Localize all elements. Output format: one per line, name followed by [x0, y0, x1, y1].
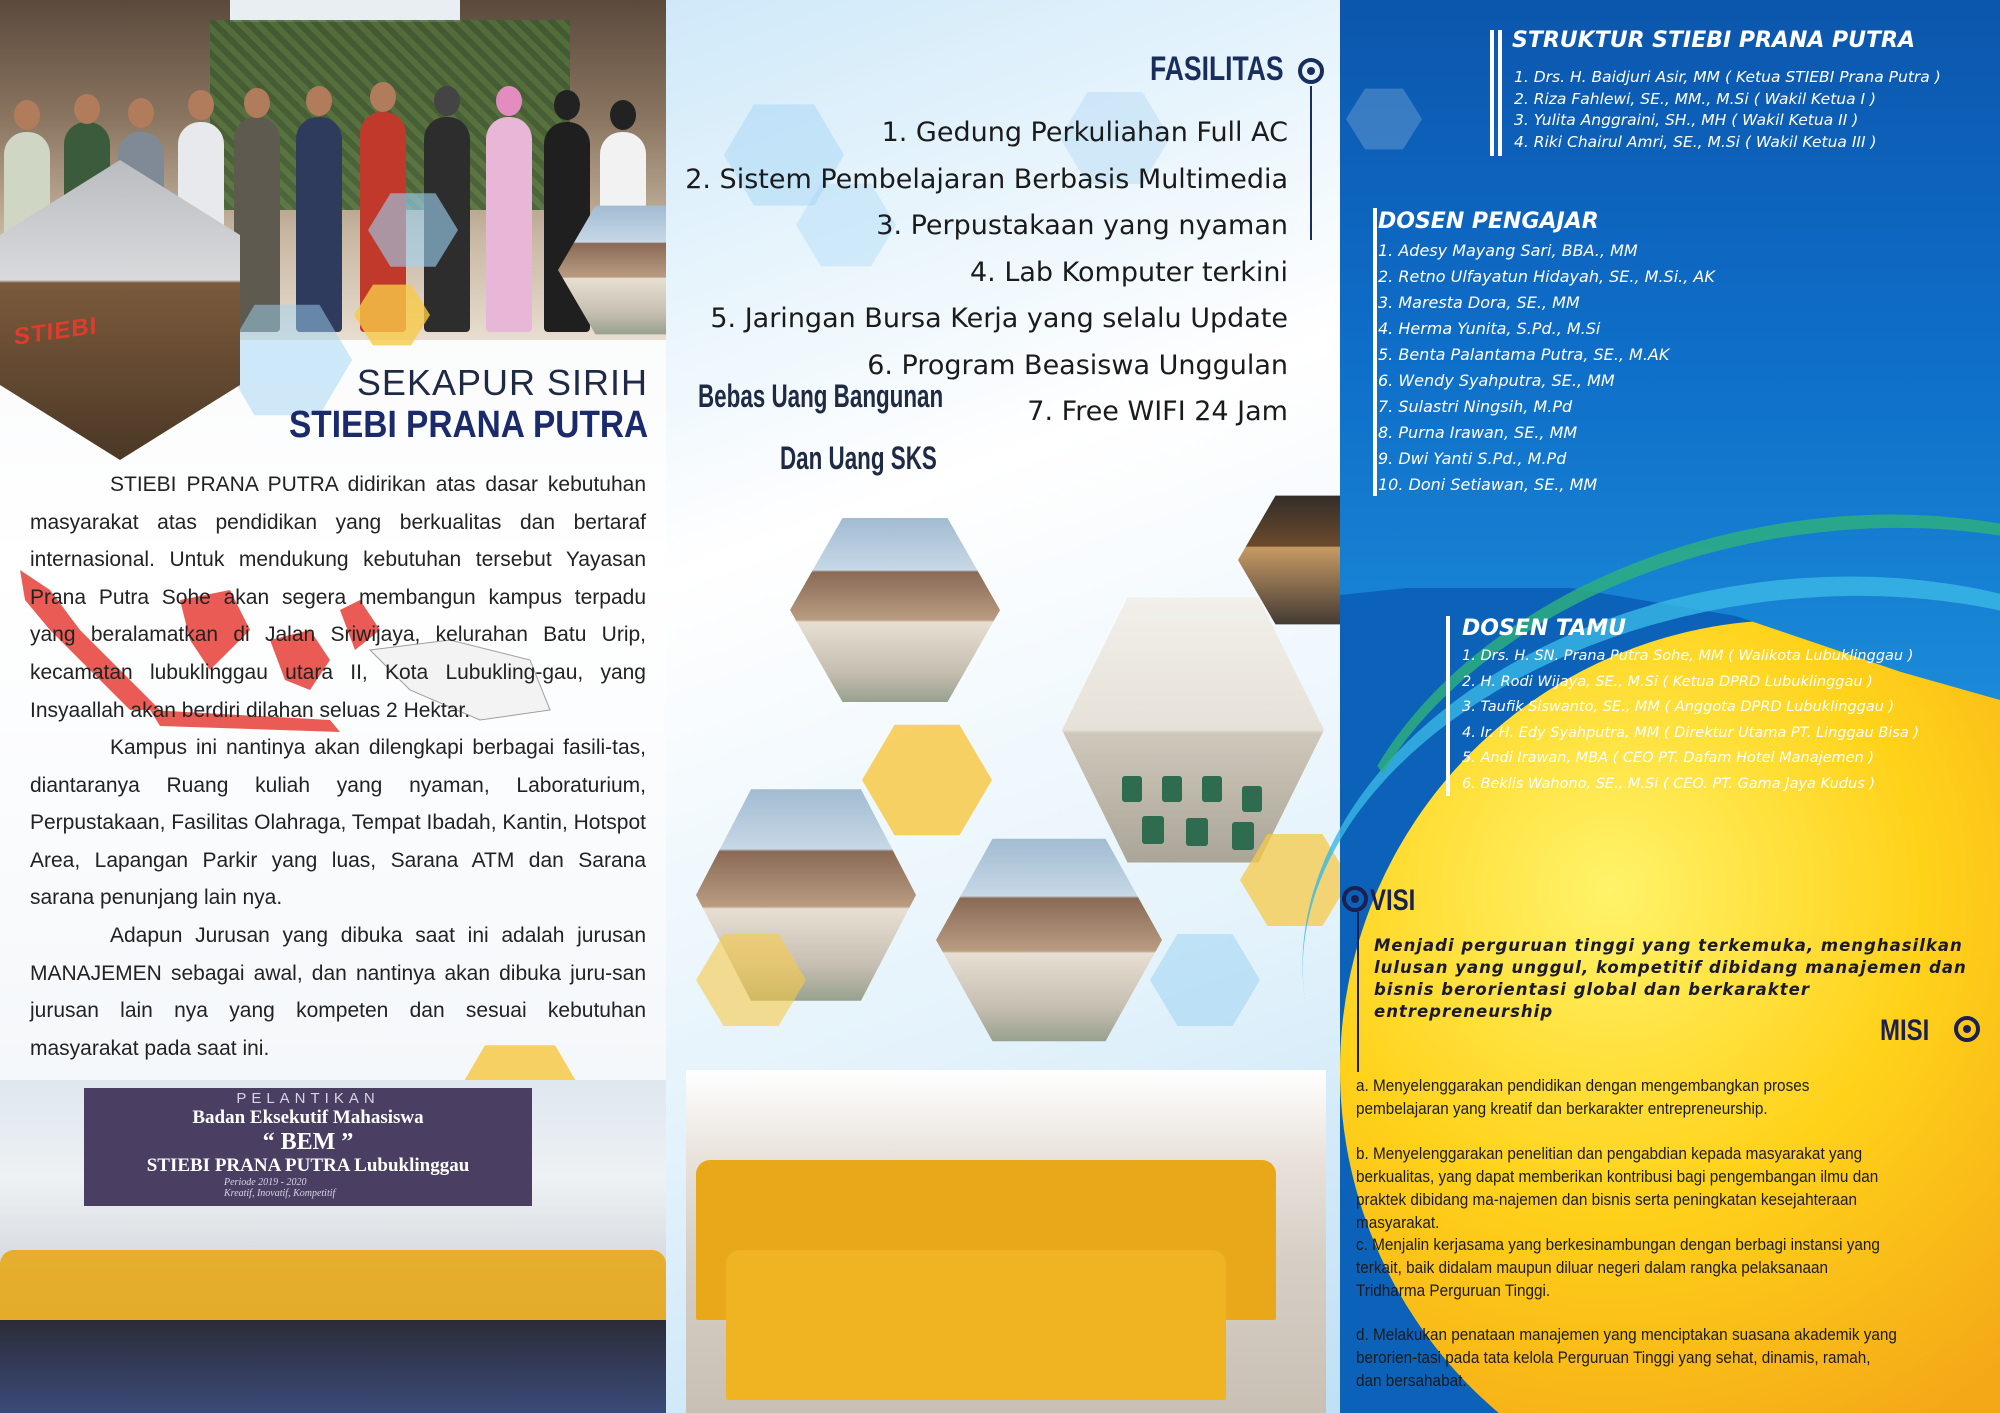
fasilitas-item: 5. Jaringan Bursa Kerja yang selalu Update: [710, 303, 1288, 334]
dosen-bar: [1373, 208, 1377, 496]
dosen-item: 1. Adesy Mayang Sari, BBA., MM: [1378, 241, 1638, 260]
fasilitas-item: 7. Free WIFI 24 Jam: [1027, 396, 1288, 427]
bem-banner: [84, 1088, 532, 1206]
dosen-item: 8. Purna Irawan, SE., MM: [1378, 423, 1578, 442]
paragraph-intro: [30, 466, 646, 729]
bem-banner-line3: “ BEM ”: [262, 1129, 354, 1155]
photo-banner: [230, 0, 460, 22]
photo-head: [554, 90, 580, 120]
classroom-chair: [1122, 776, 1142, 802]
photo-head: [434, 86, 460, 116]
photo-head: [610, 100, 636, 130]
decor-hexagon: [1150, 930, 1260, 1030]
stiebi-sign: STIEBI: [14, 312, 98, 351]
tamu-item: 5. Andi Irawan, MBA ( CEO PT. Dafam Hotel Manajemen ): [1462, 750, 1875, 766]
tamu-bar: [1446, 616, 1450, 796]
promo-line-1: Bebas Uang Bangunan: [698, 378, 944, 414]
struktur-title: STRUKTUR STIEBI PRANA PUTRA: [1512, 28, 1916, 53]
struktur-bar: [1490, 30, 1494, 156]
dosen-list: [1378, 238, 1715, 498]
bem-banner-line1: PELANTIKAN: [236, 1090, 380, 1107]
classroom-chair: [1202, 776, 1222, 802]
photo-stage-floor: [0, 1320, 666, 1413]
dosen-item: 10. Doni Setiawan, SE., MM: [1378, 475, 1598, 494]
struktur-item: 3. Yulita Anggraini, SH., MH ( Wakil Ketua II ): [1514, 111, 1859, 129]
classroom-chair: [1242, 786, 1262, 812]
promo-line-2: Dan Uang SKS: [780, 440, 937, 476]
bem-banner-line2: Badan Eksekutif Mahasiswa: [192, 1107, 424, 1128]
photo-person: [486, 117, 532, 332]
paragraph-facilities-text: Kampus ini nantinya akan dilengkapi berbagai fasili-tas, diantaranya Ruang kuliah yang nyaman, Laboraturium, Perpustakaan, Fasilitas Olahraga, Tempat Ibadah, Kantin, Hotspot Area, Lapangan Parkir yang luas, Sarana ATM dan Sarana sarana penunjang lain nya.: [30, 736, 646, 910]
tamu-title: DOSEN TAMU: [1462, 616, 1626, 641]
photo-head: [128, 98, 154, 128]
target-circle-icon: [1954, 1016, 1980, 1042]
struktur-bar: [1498, 30, 1502, 156]
tamu-list: [1462, 644, 1919, 797]
dosen-title: DOSEN PENGAJAR: [1378, 209, 1599, 234]
photo-head: [370, 82, 396, 112]
dosen-item: 5. Benta Palantama Putra, SE., M.AK: [1378, 345, 1670, 364]
stiebi-heading: STIEBI PRANA PUTRA: [288, 404, 648, 446]
photo-head: [188, 90, 214, 120]
classroom-hexagon: [1062, 586, 1324, 874]
struktur-list: [1514, 67, 1941, 153]
photo-person: [234, 117, 280, 332]
photo-head: [496, 86, 522, 116]
tamu-item: 4. Ir. H. Edy Syahputra, MM ( Direktur Utama PT. Linggau Bisa ): [1462, 724, 1920, 741]
fasilitas-divider: [1310, 86, 1312, 240]
visi-text: Menjadi perguruan tinggi yang terkemuka, menghasilkan lulusan yang unggul, kompetitif dibidang manajemen dan bisnis berorientasi global dan berkarakter entrepreneurship: [1374, 936, 1967, 1021]
fasilitas-item: 4. Lab Komputer terkini: [969, 256, 1288, 288]
visi-divider: [1357, 912, 1359, 1072]
tamu-item: 2. H. Rodi Wijaya, SE., M.Si ( Ketua DPRD Lubuklinggau ): [1462, 673, 1873, 690]
classroom-chair: [1232, 822, 1254, 850]
paragraph-major-text: Adapun Jurusan yang dibuka saat ini adalah jurusan MANAJEMEN sebagai awal, dan nantinya akan dibuka juru-san jurusan lain nya yang kompeten dan sesuai kebutuhan masyarakat pada saat ini.: [30, 924, 646, 1060]
tamu-item: 3. Taufik Siswanto, SE., MM ( Anggota DPRD Lubuklinggau ): [1462, 699, 1895, 715]
misi-item: d. Melakukan penataan manajemen yang menciptakan suasana akademik yang berorien-tasi pada tata kelola Perguruan Tinggi yang sehat, dinamis, ramah, dan bersahabat.: [1356, 1325, 1897, 1390]
target-circle-icon: [1342, 886, 1368, 912]
misi-item: c. Menjalin kerjasama yang berkesinambungan dengan berbagi instansi yang terkait, baik didalam maupun diluar negeri dalam rangka pelaksanaan Tridharma Perguruan Tinggi.: [1356, 1235, 1880, 1300]
fasilitas-item: 2. Sistem Pembelajaran Berbasis Multimedia: [685, 163, 1288, 195]
students-group-photo: [686, 1070, 1326, 1413]
photo-head: [306, 86, 332, 116]
paragraph-facilities: [30, 729, 646, 917]
target-circle-icon: [1298, 58, 1324, 84]
photo-head: [244, 88, 270, 118]
fasilitas-item: 6. Program Beasiswa Unggulan: [867, 349, 1288, 381]
bem-banner-period: Periode 2019 - 2020: [224, 1177, 307, 1188]
campus-render-side-hexagon: [936, 830, 1162, 1050]
dosen-item: 3. Maresta Dora, SE., MM: [1378, 293, 1580, 312]
struktur-item: 2. Riza Fahlewi, SE., MM., M.Si ( Wakil Ketua I ): [1514, 89, 1877, 108]
misi-title: MISI: [1880, 1014, 1930, 1047]
classroom-chair: [1142, 816, 1164, 844]
dosen-item: 4. Herma Yunita, S.Pd., M.Si: [1378, 319, 1601, 338]
dosen-item: 9. Dwi Yanti S.Pd., M.Pd: [1378, 449, 1567, 468]
struktur-item: 4. Riki Chairul Amri, SE., M.Si ( Wakil Ketua III ): [1514, 132, 1877, 151]
photo-students-kneeling: [726, 1250, 1226, 1400]
campus-render-front-hexagon: [790, 510, 1000, 710]
photo-head: [14, 100, 40, 130]
misi-item: a. Menyelenggarakan pendidikan dengan mengembangkan proses pembelajaran yang kreatif dan berkarakter entrepreneurship.: [1356, 1076, 1810, 1118]
paragraph-intro-text: STIEBI PRANA PUTRA didirikan atas dasar kebutuhan masyarakat atas pendidikan yang berkualitas dan bertaraf internasional. Untuk mendukung kebutuhan tersebut Yayasan Prana Putra Sohe akan segera membangun kampus terpadu yang beralamatkan di Jalan Sriwijaya, kelurahan Batu Urip, kecamatan lubuklinggau utara II, Kota Lubukling-gau, yang Insyaallah akan berdiri dilahan seluas 2 Hektar.: [30, 473, 646, 722]
photo-head: [74, 94, 100, 124]
classroom-chair: [1186, 818, 1208, 846]
fasilitas-item: 1. Gedung Perkuliahan Full AC: [881, 117, 1288, 148]
dosen-item: 2. Retno Ulfayatun Hidayah, SE., M.Si., AK: [1378, 267, 1715, 286]
fasilitas-title: FASILITAS: [1150, 50, 1284, 88]
classroom-chair: [1162, 776, 1182, 802]
photo-person: [296, 117, 342, 332]
paragraph-major: [30, 917, 646, 1067]
tamu-item: 6. Beklis Wahono, SE., M.Si ( CEO. PT. Gama Jaya Kudus ): [1462, 775, 1876, 792]
decor-hexagon: [862, 720, 992, 840]
fasilitas-item: 3. Perpustakaan yang nyaman: [876, 210, 1288, 241]
dosen-item: 6. Wendy Syahputra, SE., MM: [1378, 371, 1615, 390]
panel-sekapur-sirih: [0, 0, 666, 1413]
misi-item: b. Menyelenggarakan penelitian dan pengabdian kepada masyarakat yang berkualitas, yang dapat memberikan kontribusi bagi pengembangan ilmu dan praktek dibidang ma-najemen dan bisnis serta peningkatan kesejahteraan masyarakat.: [1356, 1144, 1879, 1232]
tamu-item: 1. Drs. H. SN. Prana Putra Sohe, MM ( Walikota Lubuklinggau ): [1462, 648, 1914, 664]
dosen-item: 7. Sulastri Ningsih, M.Pd: [1378, 397, 1573, 416]
sekapur-sirih-heading: SEKAPUR SIRIH: [356, 362, 648, 403]
bem-banner-line4: STIEBI PRANA PUTRA Lubuklinggau: [146, 1155, 470, 1176]
bem-banner-motto: Kreatif, Inovatif, Kompetitif: [224, 1188, 336, 1199]
visi-title: VISI: [1370, 884, 1416, 917]
struktur-item: 1. Drs. H. Baidjuri Asir, MM ( Ketua STIEBI Prana Putra ): [1514, 68, 1941, 86]
